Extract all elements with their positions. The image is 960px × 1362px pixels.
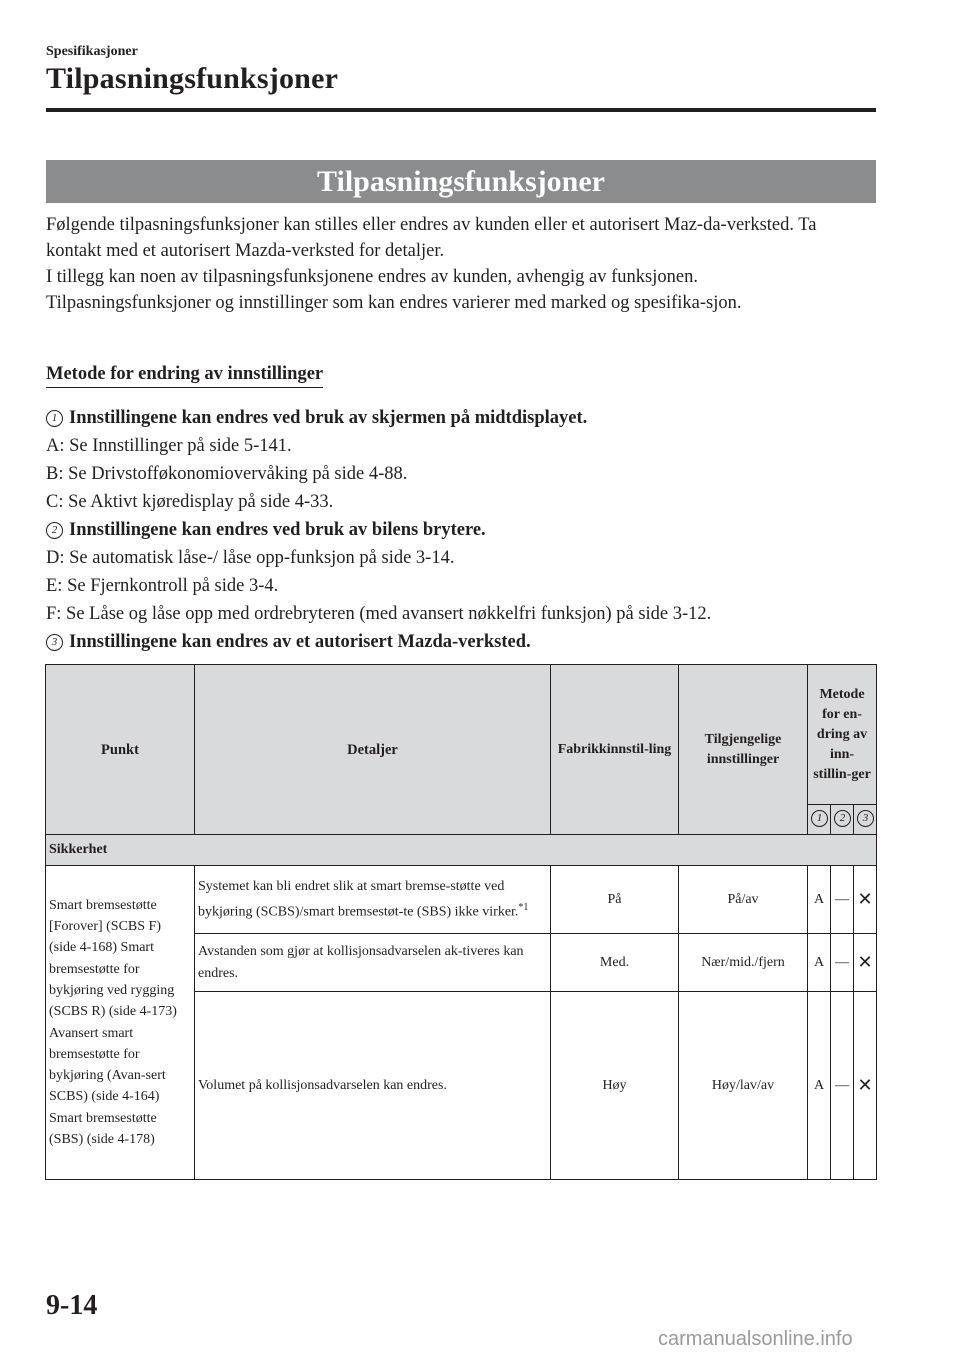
available-cell: Nær/mid./fjern (679, 934, 808, 992)
number-1-icon: 1 (811, 810, 828, 827)
page-number: 9-14 (46, 1290, 98, 1321)
factory-cell: Med. (551, 934, 679, 992)
factory-cell: Høy (551, 992, 679, 1180)
method-3: 3 Innstillingene kan endres av et autorisert Mazda-verksted. (46, 628, 886, 656)
method-line: E: Se Fjernkontroll på side 3-4. (46, 576, 279, 596)
intro-text (46, 212, 876, 316)
method-heading: Metode for endring av innstillinger (46, 362, 323, 388)
method-1-cell: A (808, 866, 831, 934)
method-1: 1 Innstillingene kan endres ved bruk av skjermen på midtdisplayet. (46, 404, 886, 432)
method-2-cell: — (831, 866, 854, 934)
available-cell: Høy/lav/av (679, 992, 808, 1180)
cross-icon: ✕ (854, 866, 877, 934)
intro-paragraph-3: Tilpasningsfunksjoner og innstillinger som kan endres varierer med marked og spesifika-sjon. (46, 293, 742, 313)
method-line: C: Se Aktivt kjøredisplay på side 4-33. (46, 492, 334, 512)
header-fabrikk: Fabrikkinnstil-ling (551, 665, 679, 835)
intro-paragraph-1: Følgende tilpasningsfunksjoner kan stilles eller endres av kunden eller et autorisert Maz-da-verksted. Ta kontakt med et autorisert Mazda-verksted for detaljer. (46, 215, 817, 261)
header-detaljer: Detaljer (195, 665, 551, 835)
watermark: carmanualsonline.info (658, 1328, 853, 1350)
header-method-3 (854, 805, 877, 835)
available-cell: På/av (679, 866, 808, 934)
number-2-icon: 2 (834, 810, 851, 827)
method-line: B: Se Drivstofføkonomiovervåking på side 4-88. (46, 464, 408, 484)
number-3-icon: 3 (857, 810, 874, 827)
intro-paragraph-2: I tillegg kan noen av tilpasningsfunksjonene endres av kunden, avhengig av funksjonen. (46, 267, 698, 287)
header-punkt: Punkt (46, 665, 195, 835)
footnote: *1 (518, 902, 529, 914)
section-banner: Tilpasningsfunksjoner (46, 160, 876, 203)
method-list (46, 404, 886, 656)
method-1-cell: A (808, 992, 831, 1180)
number-1-icon: 1 (46, 410, 63, 427)
method-line: A: Se Innstillinger på side 5-141. (46, 436, 292, 456)
number-2-icon: 2 (46, 522, 63, 539)
header-tilgjengelige: Tilgjengelige innstillinger (679, 665, 808, 835)
page-title: Tilpasningsfunksjoner (46, 62, 339, 95)
cross-icon: ✕ (854, 934, 877, 992)
cross-icon: ✕ (854, 992, 877, 1180)
header-rule (46, 108, 876, 112)
method-2: 2 Innstillingene kan endres ved bruk av bilens brytere. (46, 516, 886, 544)
method-2-cell: — (831, 992, 854, 1180)
method-line: D: Se automatisk låse-/ låse opp-funksjon på side 3-14. (46, 548, 455, 568)
header-method-1 (808, 805, 831, 835)
number-3-icon: 3 (46, 634, 63, 651)
method-1-cell: A (808, 934, 831, 992)
section-label: Spesifikasjoner (46, 44, 138, 59)
item-cell: Smart bremsestøtte [Forover] (SCBS F) (side 4-168) Smart bremsestøtte for bykjøring ved rygging (SCBS R) (side 4-173) Avansert smart bremsestøtte for bykjøring (Avan-sert SCBS) (side 4-164) Smart bremsestøtte (SBS) (side 4-178) (46, 866, 195, 1180)
method-line: F: Se Låse og låse opp med ordrebryteren (med avansert nøkkelfri funksjon) på side 3-12. (46, 604, 712, 624)
header-method-2 (831, 805, 854, 835)
detail-cell: Volumet på kollisjonsadvarselen kan endres. (195, 992, 551, 1180)
header-metode: Metode for en-dring av inn-stillin-ger (808, 665, 877, 805)
method-2-cell: — (831, 934, 854, 992)
detail-cell: Systemet kan bli endret slik at smart bremse-støtte ved bykjøring (SCBS)/smart bremsestøt-te (SBS) ikke virker.$^{*1}$ (195, 866, 551, 934)
detail-cell: Avstanden som gjør at kollisjonsadvarselen ak-tiveres kan endres. (195, 934, 551, 992)
section-row: Sikkerhet (46, 835, 877, 866)
settings-table (45, 664, 877, 1180)
factory-cell: På (551, 866, 679, 934)
